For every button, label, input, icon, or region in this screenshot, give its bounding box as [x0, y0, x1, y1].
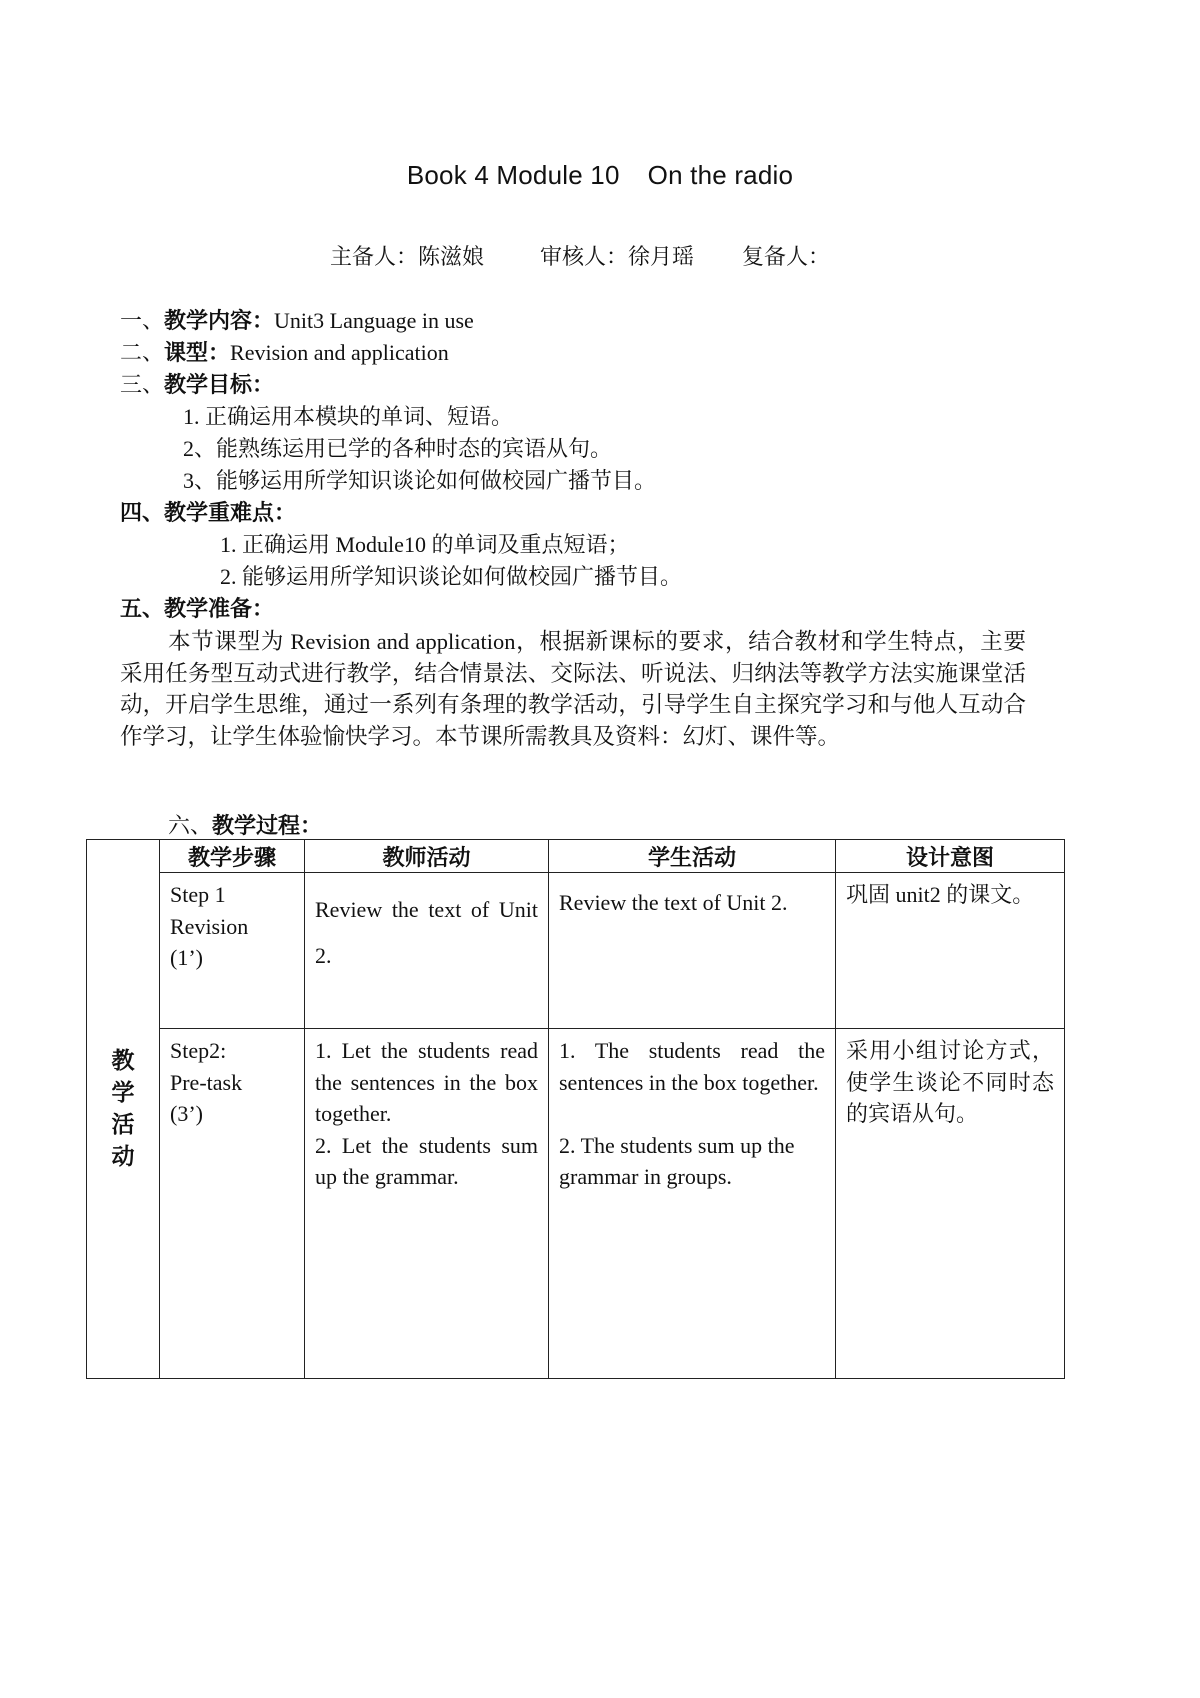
- section-heading: 教学目标：: [164, 372, 275, 397]
- step-cell: [160, 873, 305, 1029]
- design-intent-cell: [836, 873, 1065, 1029]
- student-activity-cell: [549, 1029, 836, 1379]
- step-time: (3’): [170, 1101, 203, 1126]
- section-heading: 教学重难点：: [164, 500, 297, 525]
- section-heading: 课型：: [164, 340, 231, 365]
- section-number: 一、: [120, 308, 165, 333]
- side-char: 动: [111, 1144, 135, 1169]
- side-char: 教: [111, 1048, 135, 1073]
- student-activity: 2. The students sum up the grammar in groups.: [559, 1132, 795, 1189]
- key-point-item: 2. 能够运用所学知识谈论如何做校园广播节目。: [220, 564, 683, 589]
- teacher-activity: 1. Let the students read the sentences in the box together.: [315, 1038, 538, 1126]
- column-header-teacher: 教师活动: [305, 840, 549, 873]
- side-label-activities: [87, 840, 160, 1379]
- document-title: [0, 160, 1200, 191]
- teacher-activity: 2. Let the students sum up the grammar.: [315, 1132, 538, 1189]
- key-point-item: 1. 正确运用 Module10 的单词及重点短语；: [220, 532, 630, 557]
- teaching-process-table: [86, 839, 1065, 1379]
- design-intent-cell: [836, 1029, 1065, 1379]
- section-preparation: [120, 594, 274, 624]
- step-name: Step2:: [170, 1038, 227, 1063]
- section-key-points: [120, 498, 296, 528]
- goal-item: 1. 正确运用本模块的单词、短语。: [183, 404, 514, 429]
- co-preparer: 复备人：: [742, 245, 831, 270]
- column-header-student: 学生活动: [549, 840, 836, 873]
- section-number: 五、: [120, 596, 165, 621]
- section-heading: 教学准备：: [164, 596, 275, 621]
- teacher-activity: Review the text of Unit 2.: [315, 897, 538, 968]
- lead-preparer: 主备人：陈滋娘: [330, 245, 485, 270]
- design-intent: 巩固 unit2 的课文。: [846, 882, 1035, 907]
- step-time: (1’): [170, 945, 203, 970]
- teacher-activity-cell: [305, 1029, 549, 1379]
- section-number: 四、: [120, 500, 165, 525]
- section-teaching-goals: [120, 370, 274, 400]
- student-activity-cell: [549, 873, 836, 1029]
- step-cell: [160, 1029, 305, 1379]
- table-row: [87, 873, 1065, 1029]
- section-heading: 教学内容：: [164, 308, 275, 333]
- author-line: [330, 240, 830, 271]
- column-header-intent: 设计意图: [836, 840, 1065, 873]
- section-number: 六、: [168, 813, 213, 838]
- section-teaching-content: [120, 306, 474, 336]
- teacher-activity-cell: [305, 873, 549, 1029]
- reviewer: 审核人：徐月瑶: [540, 245, 695, 270]
- design-intent: 采用小组讨论方式，使学生谈论不同时态的宾语从句。: [846, 1038, 1054, 1126]
- student-activity: 1. The students read the sentences in the box together.: [559, 1038, 825, 1095]
- side-char: 学: [111, 1080, 135, 1105]
- goal-item: 3、能够运用所学知识谈论如何做校园广播节目。: [183, 468, 657, 493]
- step-name: Step 1: [170, 882, 226, 907]
- side-char: 活: [111, 1112, 135, 1137]
- title-book-module: Book 4 Module 10: [406, 160, 620, 190]
- title-topic: On the radio: [647, 160, 794, 190]
- section-lesson-type: [120, 338, 449, 368]
- preparation-paragraph: 本节课型为 Revision and application，根据新课标的要求，结合教材和学生特点，主要采用任务型互动式进行教学，结合情景法、交际法、听说法、归纳法等教学方法实施课堂活动，开启学生思维，通过一系列有条理的教学活动，引导学生自主探究学习和与他人互动合作学习，让学生体验愉快学习。本节课所需教具及资料：幻灯、课件等。: [120, 629, 1026, 749]
- goal-item: 2、能熟练运用已学的各种时态的宾语从句。: [183, 436, 613, 461]
- student-activity: Review the text of Unit 2.: [559, 890, 788, 915]
- section-value: Revision and application: [230, 340, 449, 365]
- table-row: [87, 1029, 1065, 1379]
- section-heading: 教学过程：: [212, 813, 323, 838]
- section-value: Unit3 Language in use: [274, 308, 474, 333]
- step-phase: Revision: [170, 913, 249, 939]
- column-header-steps: 教学步骤: [160, 840, 305, 873]
- table-header-row: [87, 840, 1065, 873]
- step-phase: Pre-task: [170, 1069, 243, 1095]
- section-teaching-process: [168, 811, 322, 841]
- section-number: 二、: [120, 340, 165, 365]
- section-number: 三、: [120, 372, 165, 397]
